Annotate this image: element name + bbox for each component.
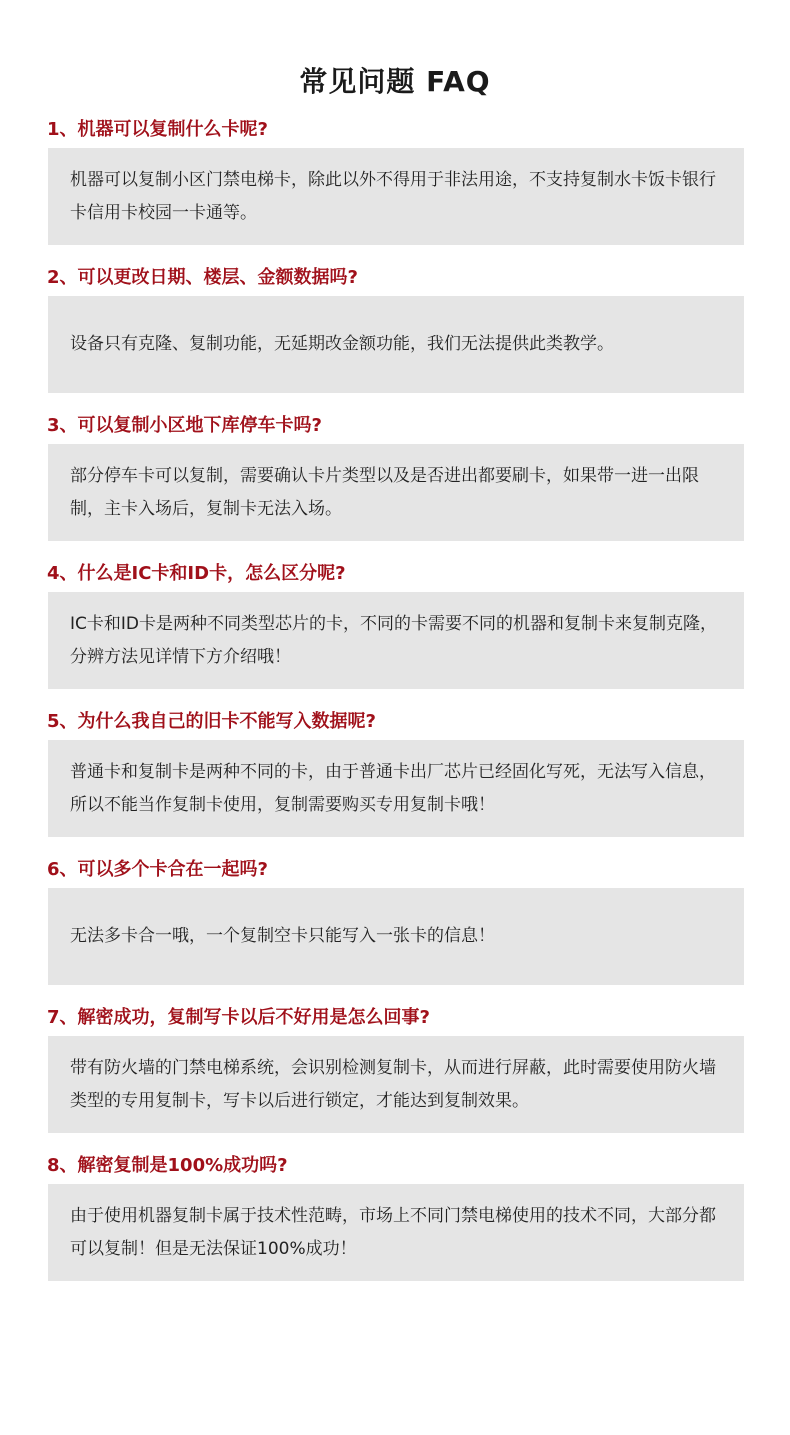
faq-item (0, 1151, 790, 1299)
faq-answer-box (48, 592, 744, 689)
faq-answer: 普通卡和复制卡是两种不同的卡，由于普通卡出厂芯片已经固化写死，无法写入信息，所以不能当作复制卡使用，复制需要购买专用复制卡哦！ (70, 761, 716, 815)
faq-answer-box (48, 1036, 744, 1133)
faq-question: 2、可以更改日期、楼层、金额数据吗? (47, 267, 358, 288)
faq-item (0, 855, 790, 1003)
faq-answer: 无法多卡合一哦，一个复制空卡只能写入一张卡的信息！ (70, 926, 495, 946)
faq-answer-box (48, 444, 744, 541)
faq-answer: 带有防火墙的门禁电梯系统，会识别检测复制卡，从而进行屏蔽，此时需要使用防火墙类型的专用复制卡，写卡以后进行锁定，才能达到复制效果。 (70, 1057, 716, 1111)
faq-answer: 机器可以复制小区门禁电梯卡，除此以外不得用于非法用途，不支持复制水卡饭卡银行卡信用卡校园一卡通等。 (70, 169, 716, 223)
faq-answer-box (48, 296, 744, 393)
faq-question: 7、解密成功，复制写卡以后不好用是怎么回事? (47, 1007, 430, 1028)
faq-answer: 由于使用机器复制卡属于技术性范畴，市场上不同门禁电梯使用的技术不同，大部分都可以复制！但是无法保证100%成功！ (70, 1205, 716, 1259)
faq-answer-box (48, 148, 744, 245)
faq-answer: IC卡和ID卡是两种不同类型芯片的卡，不同的卡需要不同的机器和复制卡来复制克隆，分辨方法见详情下方介绍哦！ (70, 613, 717, 667)
faq-list (0, 115, 790, 1299)
faq-question: 3、可以复制小区地下库停车卡吗? (47, 415, 322, 436)
faq-answer-box (48, 1184, 744, 1281)
faq-item (0, 707, 790, 855)
faq-question: 8、解密复制是100%成功吗? (47, 1155, 288, 1176)
faq-answer-box (48, 740, 744, 837)
faq-question: 4、什么是IC卡和ID卡，怎么区分呢? (47, 563, 346, 584)
faq-question: 6、可以多个卡合在一起吗? (47, 859, 268, 880)
faq-question: 1、机器可以复制什么卡呢? (47, 119, 268, 140)
faq-item (0, 411, 790, 559)
page-title: 常见问题 FAQ (299, 65, 491, 98)
faq-item (0, 559, 790, 707)
faq-answer: 部分停车卡可以复制，需要确认卡片类型以及是否进出都要刷卡，如果带一进一出限制，主卡入场后，复制卡无法入场。 (70, 465, 699, 519)
faq-question: 5、为什么我自己的旧卡不能写入数据呢? (47, 711, 376, 732)
faq-answer: 设备只有克隆、复制功能，无延期改金额功能，我们无法提供此类教学。 (70, 334, 614, 354)
faq-item (0, 115, 790, 263)
faq-answer-box (48, 888, 744, 985)
faq-item (0, 1003, 790, 1151)
faq-item (0, 263, 790, 411)
